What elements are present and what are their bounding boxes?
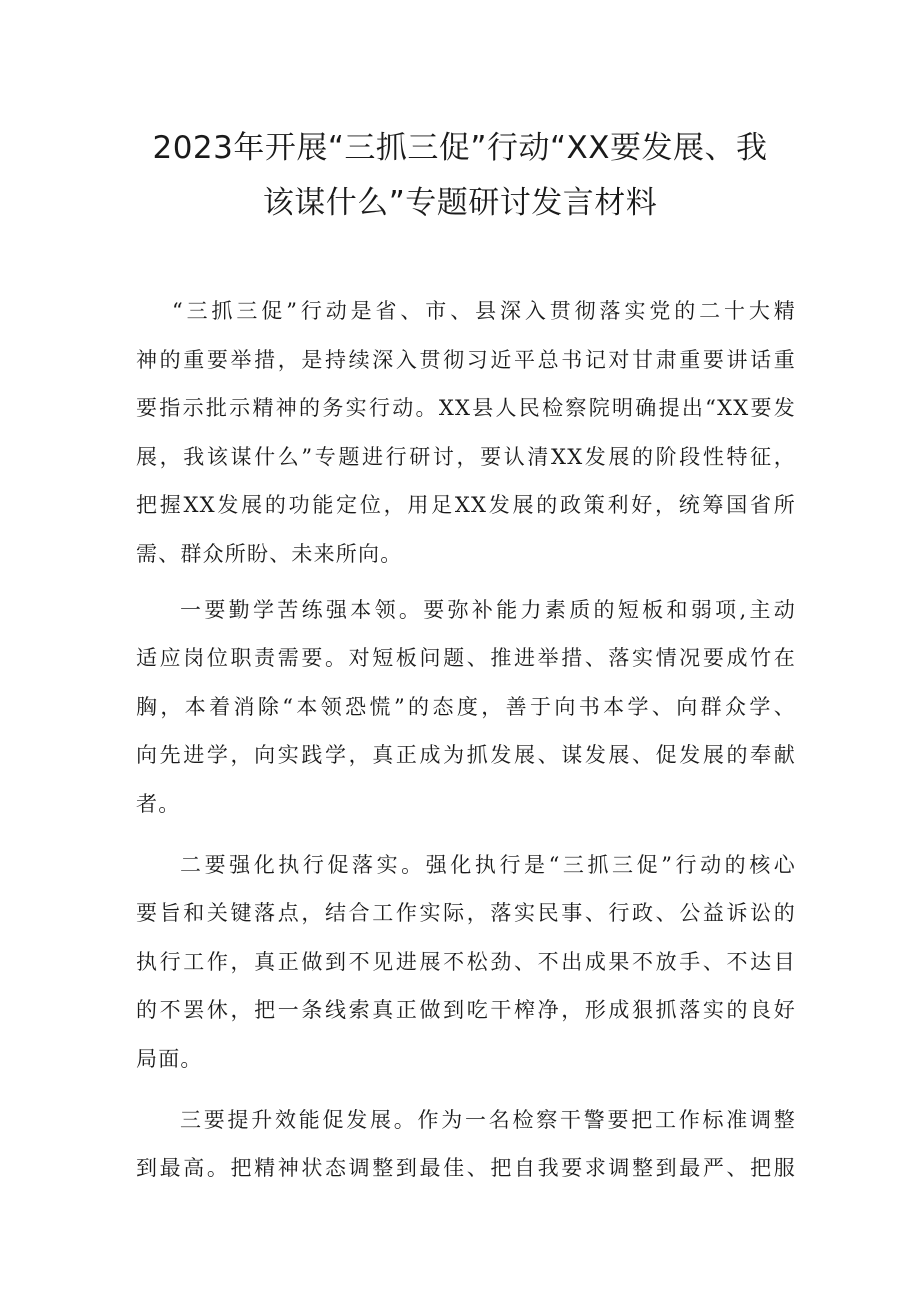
paragraph-line: 的不罢休，把一条线索真正做到吃干榨净，形成狠抓落实的良好 <box>136 998 796 1023</box>
document-title-line-2: 该谋什么”专题研讨发言材料 <box>262 185 658 221</box>
document-title-line-1: 2023年开展“三抓三促”行动“XX要发展、我 <box>152 130 768 166</box>
paragraph-line: 执行工作，真正做到不见进展不松劲、不出成果不放手、不达目 <box>136 949 796 974</box>
paragraph-line: 适应岗位职责需要。对短板问题、推进举措、落实情况要成竹在 <box>136 646 796 671</box>
paragraph-point-1 <box>136 586 796 829</box>
paragraph-line: 向先进学，向实践学，真正成为抓发展、谋发展、促发展的奉献 <box>136 743 796 768</box>
paragraph-line: 二要强化执行促落实。强化执行是“三抓三促”行动的核心 <box>180 852 796 877</box>
paragraph-line: 神的重要举措，是持续深入贯彻习近平总书记对甘肃重要讲话重 <box>136 347 796 372</box>
paragraph-line: 展，我该谋什么”专题进行研讨，要认清XX发展的阶段性特征， <box>136 444 796 469</box>
paragraph-point-3 <box>136 1096 796 1193</box>
paragraph-line: 需、群众所盼、未来所向。 <box>136 541 403 566</box>
paragraph-intro <box>136 287 796 579</box>
paragraph-line: 把握XX发展的功能定位，用足XX发展的政策利好，统筹国省所 <box>136 493 796 518</box>
paragraph-line: 者。 <box>136 791 181 816</box>
document-body <box>136 287 796 1193</box>
paragraph-line: 胸，本着消除“本领恐慌”的态度，善于向书本学、向群众学、 <box>136 694 796 719</box>
paragraph-line: 要旨和关键落点，结合工作实际，落实民事、行政、公益诉讼的 <box>136 901 796 926</box>
paragraph-line: 三要提升效能促发展。作为一名检察干警要把工作标准调整 <box>180 1107 796 1132</box>
paragraph-point-2 <box>136 841 796 1084</box>
paragraph-line: 要指示批示精神的务实行动。XX县人民检察院明确提出“XX要发 <box>136 396 796 421</box>
paragraph-line: 一要勤学苦练强本领。要弥补能力素质的短板和弱项,主动 <box>180 597 796 622</box>
paragraph-line: 局面。 <box>136 1046 203 1071</box>
paragraph-line: “三抓三促”行动是省、市、县深入贯彻落实党的二十大精 <box>172 299 796 323</box>
paragraph-line: 到最高。把精神状态调整到最佳、把自我要求调整到最严、把服 <box>136 1156 796 1181</box>
